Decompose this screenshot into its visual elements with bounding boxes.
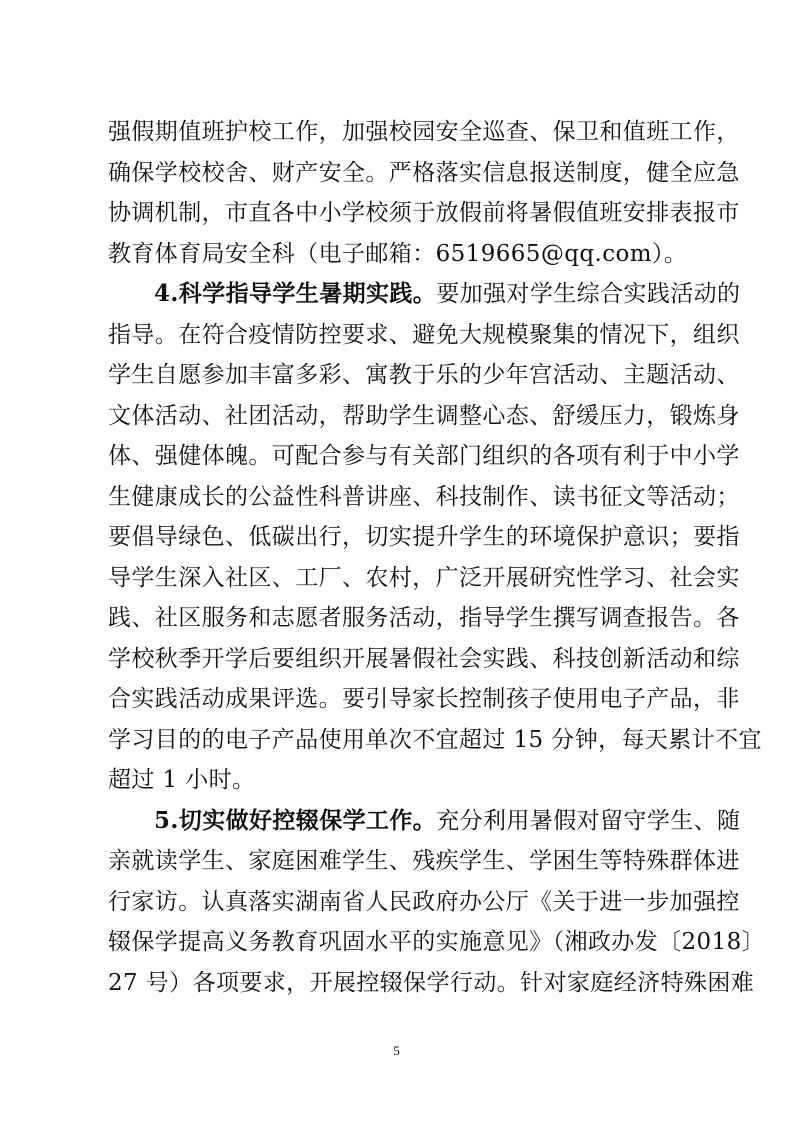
paragraph-line: 学校秋季开学后要组织开展暑假社会实践、科技创新活动和综 — [108, 645, 740, 672]
section-4-first-line — [108, 274, 741, 315]
section-5-heading: 5.切实做好控辍保学工作。 — [154, 806, 437, 834]
paragraph-line: 辍保学提高义务教育巩固水平的实施意见》（湘政办发〔2018〕 — [108, 929, 766, 955]
paragraph-line: 合实践活动成果评选。要引导家长控制孩子使用电子产品，非 — [108, 686, 740, 712]
paragraph-line: 亲就读学生、家庭困难学生、残疾学生、学困生等特殊群体进 — [108, 848, 740, 874]
paragraph-line: 践、社区服务和志愿者服务活动，指导学生撰写调查报告。各 — [108, 605, 740, 631]
paragraph-line: 导学生深入社区、工厂、农村，广泛开展研究性学习、社会实 — [108, 564, 740, 591]
paragraph-line: 文体活动、社团活动，帮助学生调整心态、舒缓压力，锻炼身 — [108, 402, 740, 429]
paragraph-line: 体、强健体魄。可配合参与有关部门组织的各项有利于中小学 — [108, 443, 740, 469]
section-5-first-line — [108, 801, 741, 842]
paragraph-line: 要倡导绿色、低碳出行，切实提升学生的环境保护意识；要指 — [108, 524, 740, 550]
section-5-first-line-text: 充分利用暑假对留守学生、随 — [436, 807, 741, 834]
paragraph-line: 指导。在符合疫情防控要求、避免大规模聚集的情况下，组织 — [108, 321, 740, 348]
paragraph-line: 强假期值班护校工作，加强校园安全巡查、保卫和值班工作， — [108, 119, 740, 145]
paragraph-line: 超过 1 小时。 — [108, 767, 256, 793]
paragraph-line: 教育体育局安全科（电子邮箱：6519665@qq.com）。 — [108, 240, 688, 267]
page-number: 5 — [393, 1043, 400, 1058]
section-4-heading: 4.科学指导学生暑期实践。 — [154, 280, 437, 307]
paragraph-line: 确保学校校舍、财产安全。严格落实信息报送制度，健全应急 — [108, 159, 740, 186]
body-text — [108, 112, 766, 1003]
paragraph-line: 27 号）各项要求，开展控辍保学行动。针对家庭经济特殊困难 — [108, 969, 755, 996]
paragraph-line: 行家访。认真落实湖南省人民政府办公厅《关于进一步加强控 — [108, 888, 740, 915]
paragraph-line: 学习目的的电子产品使用单次不宜超过 15 分钟，每天累计不宜 — [108, 726, 762, 753]
section-4-first-line-text: 要加强对学生综合实践活动的 — [436, 281, 741, 307]
paragraph-line: 生健康成长的公益性科普讲座、科技制作、读书征文等活动； — [108, 483, 740, 510]
paragraph-line: 学生自愿参加丰富多彩、寓教于乐的少年宫活动、主题活动、 — [108, 362, 740, 388]
paragraph-line: 协调机制，市直各中小学校须于放假前将暑假值班安排表报市 — [108, 200, 740, 226]
